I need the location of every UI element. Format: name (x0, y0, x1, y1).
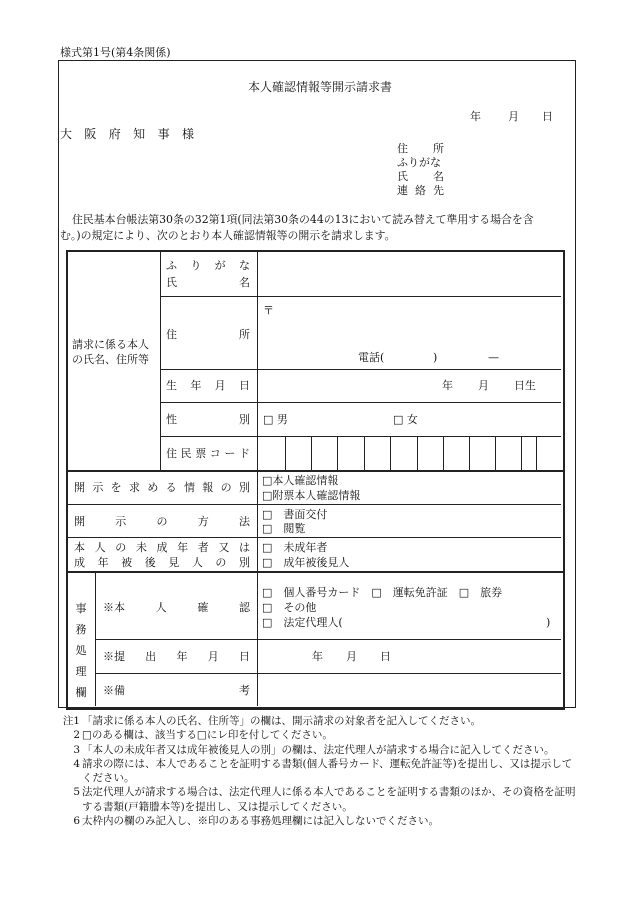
sex-female-checkbox[interactable]: □ 女 (393, 413, 418, 426)
name-label: 氏 名 (166, 276, 250, 289)
info-type-honnin-checkbox[interactable]: □本人確認情報 (262, 474, 339, 487)
identity-confirm-label: ※本 人 確 認 (103, 601, 250, 614)
minor-checkbox[interactable]: □ 未成年者 (262, 541, 328, 554)
note-5: 5 法定代理人が請求する場合は、法定代理人に係る本人であることを証明する書類のほか、その資格を証明する書類(戸籍謄本等)を提出し、又は提示してください。 (73, 786, 576, 813)
adult-ward-checkbox[interactable]: □ 成年被後見人 (262, 556, 350, 569)
addressee: 大 阪 府 知 事 様 (60, 127, 194, 141)
applicant-furigana-label: ふりがな (397, 156, 441, 169)
date-day[interactable]: 日 (542, 110, 553, 123)
id-card-license-passport-checkboxes[interactable]: □ 個人番号カード □ 運転免許証 □ 旅券 (262, 586, 503, 599)
birthdate-label: 生 年 月 日 (166, 379, 250, 392)
method-label: 開 示 の 方 法 (74, 515, 250, 528)
name-input-area[interactable] (259, 252, 559, 295)
submission-date-label: ※提 出 年 月 日 (103, 650, 250, 663)
intro-line-2: む。)の規定により、次のとおり本人確認情報等の開示を請求します。 (60, 229, 396, 242)
date-month[interactable]: 月 (508, 110, 519, 123)
form-label: 様式第1号(第4条関係) (60, 46, 171, 59)
phone-label: 電話( (358, 351, 385, 364)
phone-close: ) (433, 351, 438, 364)
minor-label-line-1: 本 人 の 未 成 年 者 又 は (74, 541, 250, 554)
remarks-input-area[interactable] (259, 675, 559, 704)
juminhyo-code-input[interactable] (259, 438, 559, 469)
birth-day[interactable]: 日生 (514, 379, 536, 392)
intro-line-1: 住民基本台帳法第30条の32第1項(同法第30条の44の13において読み替えて準用する場合を含 (72, 213, 534, 226)
date-year[interactable]: 年 (470, 110, 481, 123)
minor-label-line-2: 成 年 被 後 見 人 の 別 (74, 556, 250, 569)
note-2: 2 □のある欄は、該当する□にレ印を付してください。 (73, 729, 333, 742)
note-6: 6 太枠内の欄のみ記入し、※印のある事務処理欄には記入しないでください。 (73, 815, 439, 828)
note-4: 4 請求の際には、本人であることを証明する書類(個人番号カード、運転免許証等)を提出し、又は提示してください。 (73, 757, 573, 785)
note-3: 3 「本人の未成年者又は成年被後見人の別」の欄は、法定代理人が請求する場合に記入してください。 (73, 743, 555, 756)
id-other-checkbox[interactable]: □ その他 (262, 601, 317, 614)
method-document-checkbox[interactable]: □ 書面交付 (262, 508, 328, 521)
notes-section (60, 714, 580, 828)
phone-dash: — (488, 351, 499, 364)
id-legal-agent-checkbox[interactable]: □ 法定代理人( (262, 616, 343, 629)
address-label: 住 所 (166, 328, 250, 341)
furigana-label: ふ り が な (166, 259, 250, 272)
office-processing-label: 事 務 処 理 欄 (75, 602, 87, 699)
subject-group-label: 請求に係る本人の氏名、住所等 (72, 338, 149, 366)
birth-year[interactable]: 年 (442, 379, 453, 392)
sex-label: 性 別 (166, 413, 250, 426)
submission-day[interactable]: 日 (380, 650, 391, 663)
legal-agent-close: ) (546, 616, 551, 629)
info-type-fuhyo-checkbox[interactable]: □附票本人確認情報 (262, 489, 361, 502)
juminhyo-code-label: 住 民 票 コ ー ド (166, 447, 250, 460)
info-type-label: 開 示 を 求 め る 情 報 の 別 (74, 481, 250, 494)
applicant-address-label: 住 所 (397, 142, 444, 155)
note-1: 注1 「請求に係る本人の氏名、住所等」の欄は、開示請求の対象者を記入してください。 (62, 715, 481, 727)
method-viewing-checkbox[interactable]: □ 閲覧 (262, 522, 306, 535)
applicant-name-label: 氏 名 (397, 170, 444, 183)
submission-year[interactable]: 年 (312, 650, 323, 663)
submission-month[interactable]: 月 (346, 650, 357, 663)
postal-mark: 〒 (263, 304, 274, 317)
sex-male-checkbox[interactable]: □ 男 (263, 413, 288, 426)
remarks-label: ※備 考 (103, 684, 250, 697)
birth-month[interactable]: 月 (478, 379, 489, 392)
form-title: 本人確認情報等開示請求書 (248, 80, 393, 94)
applicant-contact-label: 連 絡 先 (397, 184, 444, 197)
address-input-area[interactable] (259, 298, 559, 368)
